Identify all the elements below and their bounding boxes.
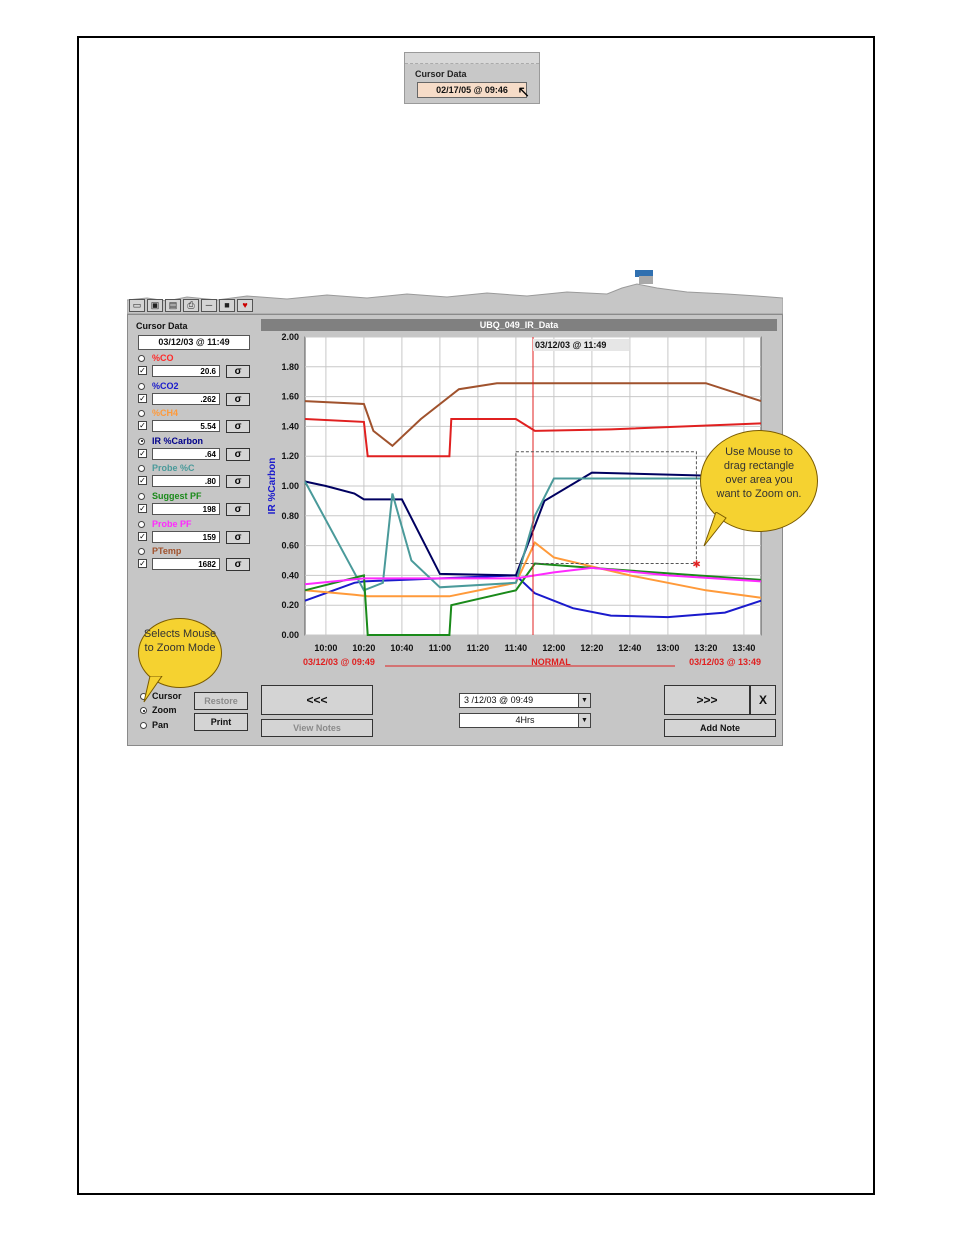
- series-select-radio[interactable]: [138, 493, 145, 500]
- y-tick-label: 1.60: [281, 391, 299, 402]
- status-label: NORMAL: [531, 657, 571, 667]
- new-icon[interactable]: ▭: [129, 299, 145, 312]
- cursor-time-label: 03/12/03 @ 11:49: [535, 340, 607, 350]
- x-tick-label: 11:20: [466, 643, 490, 653]
- series-value: 198: [152, 503, 220, 515]
- series-name: Suggest PF: [152, 491, 202, 501]
- mode-zoom-radio[interactable]: Zoom: [140, 705, 177, 715]
- y-tick-label: 0.20: [281, 600, 299, 611]
- series-name: %CO2: [152, 380, 179, 391]
- x-tick-label: 13:40: [732, 643, 756, 653]
- x-tick-label: 12:40: [618, 643, 642, 653]
- restore-button[interactable]: Restore: [194, 692, 248, 710]
- y-tick-label: 1.00: [281, 481, 299, 491]
- add-note-button[interactable]: Add Note: [664, 719, 776, 737]
- series-name: %CO: [152, 353, 174, 363]
- heart-icon[interactable]: ♥: [237, 299, 253, 312]
- sigma-button[interactable]: σ: [226, 503, 250, 516]
- series-row: [136, 381, 254, 409]
- x-tick-label: 10:20: [352, 643, 376, 653]
- series-visible-checkbox[interactable]: ✓: [139, 531, 146, 541]
- callout-pointer: [140, 676, 170, 706]
- x-tick-label: 12:20: [580, 643, 604, 653]
- start-time-select[interactable]: 3 /12/03 @ 09:49 ▼: [459, 693, 591, 708]
- series-name: %CH4: [152, 408, 179, 419]
- series-visible-checkbox[interactable]: ✓: [139, 448, 146, 458]
- sigma-button[interactable]: σ: [226, 420, 250, 433]
- mode-pan-radio[interactable]: Pan: [140, 720, 169, 730]
- chart-window: [127, 270, 783, 746]
- mouse-pointer-icon: ↖: [517, 84, 531, 101]
- cursor-data-value: 03/12/03 @ 11:49: [138, 335, 250, 350]
- series-select-radio[interactable]: [138, 410, 145, 417]
- view-notes-button[interactable]: View Notes: [261, 719, 373, 737]
- chart-plot[interactable]: [261, 331, 777, 675]
- y-tick-label: 1.20: [281, 451, 299, 462]
- series-name: IR %Carbon: [152, 435, 204, 446]
- series-value: .262: [152, 393, 220, 405]
- cursor-data-label: Cursor Data: [136, 321, 188, 331]
- y-tick-label: 0.00: [281, 630, 299, 640]
- series-visible-checkbox[interactable]: ✓: [139, 476, 146, 486]
- edit-icon[interactable]: ─: [201, 299, 217, 312]
- chevron-down-icon[interactable]: ▼: [578, 694, 590, 707]
- start-time-label: 03/12/03 @ 09:49: [303, 657, 375, 667]
- series-row: [136, 491, 254, 519]
- series-value: .80: [152, 475, 220, 487]
- series-visible-checkbox[interactable]: ✓: [139, 366, 146, 375]
- series-value: 5.54: [152, 420, 220, 432]
- sigma-button[interactable]: σ: [226, 475, 250, 488]
- series-row: [136, 463, 254, 491]
- series-select-radio[interactable]: [138, 383, 145, 390]
- series-value: 159: [152, 531, 220, 543]
- sigma-button[interactable]: σ: [226, 448, 250, 461]
- cursor-data-snippet: [404, 52, 540, 104]
- series-value: 20.6: [152, 365, 220, 377]
- series-row: [136, 519, 254, 547]
- open-icon[interactable]: ▣: [147, 299, 163, 312]
- series-row: [136, 408, 254, 436]
- series-row: [136, 546, 254, 574]
- callout-pointer: [700, 512, 730, 548]
- series-select-radio[interactable]: [138, 548, 145, 555]
- y-tick-label: 2.00: [281, 332, 299, 342]
- snippet-cursor-label: Cursor Data: [415, 69, 467, 79]
- series-name: Probe PF: [152, 518, 192, 529]
- close-button[interactable]: X: [750, 685, 776, 715]
- sigma-button[interactable]: σ: [226, 558, 250, 571]
- series-name: PTemp: [152, 546, 182, 557]
- y-tick-label: 1.40: [281, 421, 299, 432]
- export-icon[interactable]: ■: [219, 299, 235, 312]
- y-tick-label: 0.60: [281, 540, 299, 551]
- sigma-button[interactable]: σ: [226, 531, 250, 544]
- print-icon[interactable]: ⎙: [183, 299, 199, 312]
- series-visible-checkbox[interactable]: ✓: [139, 421, 146, 431]
- series-value: .64: [152, 448, 220, 460]
- series-row: [136, 436, 254, 464]
- torn-edge: [405, 53, 539, 64]
- window-body: [127, 314, 783, 746]
- print-button[interactable]: Print: [194, 713, 248, 731]
- y-tick-label: 0.40: [281, 570, 299, 581]
- save-icon[interactable]: ▤: [165, 299, 181, 312]
- toolbar: [129, 299, 253, 313]
- series-name: Probe %C: [152, 463, 195, 474]
- next-button[interactable]: >>>: [664, 685, 750, 715]
- sigma-button[interactable]: σ: [226, 365, 250, 378]
- drag-rectangle-callout: Use Mouse to drag rectangle over area you want to Zoom on.: [700, 430, 818, 532]
- x-tick-label: 10:40: [390, 643, 414, 653]
- zoom-mode-callout: Selects Mouse to Zoom Mode: [138, 618, 222, 688]
- chevron-down-icon[interactable]: ▼: [578, 714, 590, 727]
- x-tick-label: 11:00: [428, 643, 452, 653]
- x-tick-label: 10:00: [314, 643, 338, 653]
- x-tick-label: 13:00: [656, 643, 680, 653]
- series-visible-checkbox[interactable]: ✓: [139, 504, 146, 513]
- cursor-marker-icon: ✱: [692, 559, 701, 571]
- x-tick-label: 13:20: [694, 643, 718, 653]
- mode-cursor-radio[interactable]: Cursor: [140, 691, 182, 701]
- series-select-radio[interactable]: [138, 521, 145, 528]
- chart-title: UBQ_049_IR_Data: [261, 319, 777, 331]
- sigma-button[interactable]: σ: [226, 393, 250, 406]
- span-select[interactable]: 4Hrs ▼: [459, 713, 591, 728]
- prev-button[interactable]: <<<: [261, 685, 373, 715]
- x-tick-label: 12:00: [542, 643, 566, 653]
- series-row: [136, 353, 254, 381]
- series-visible-checkbox[interactable]: ✓: [139, 559, 146, 569]
- series-value: 1682: [152, 558, 220, 570]
- series-select-radio[interactable]: [138, 465, 145, 472]
- series-select-radio[interactable]: [138, 438, 145, 445]
- series-select-radio[interactable]: [138, 355, 145, 362]
- y-axis-label: IR %Carbon: [267, 457, 278, 515]
- snippet-cursor-value: 02/17/05 @ 09:46: [417, 82, 527, 98]
- x-tick-label: 11:40: [504, 643, 528, 653]
- series-visible-checkbox[interactable]: ✓: [139, 393, 146, 403]
- y-tick-label: 0.80: [281, 510, 299, 521]
- y-tick-label: 1.80: [281, 361, 299, 372]
- end-time-label: 03/12/03 @ 13:49: [689, 657, 761, 667]
